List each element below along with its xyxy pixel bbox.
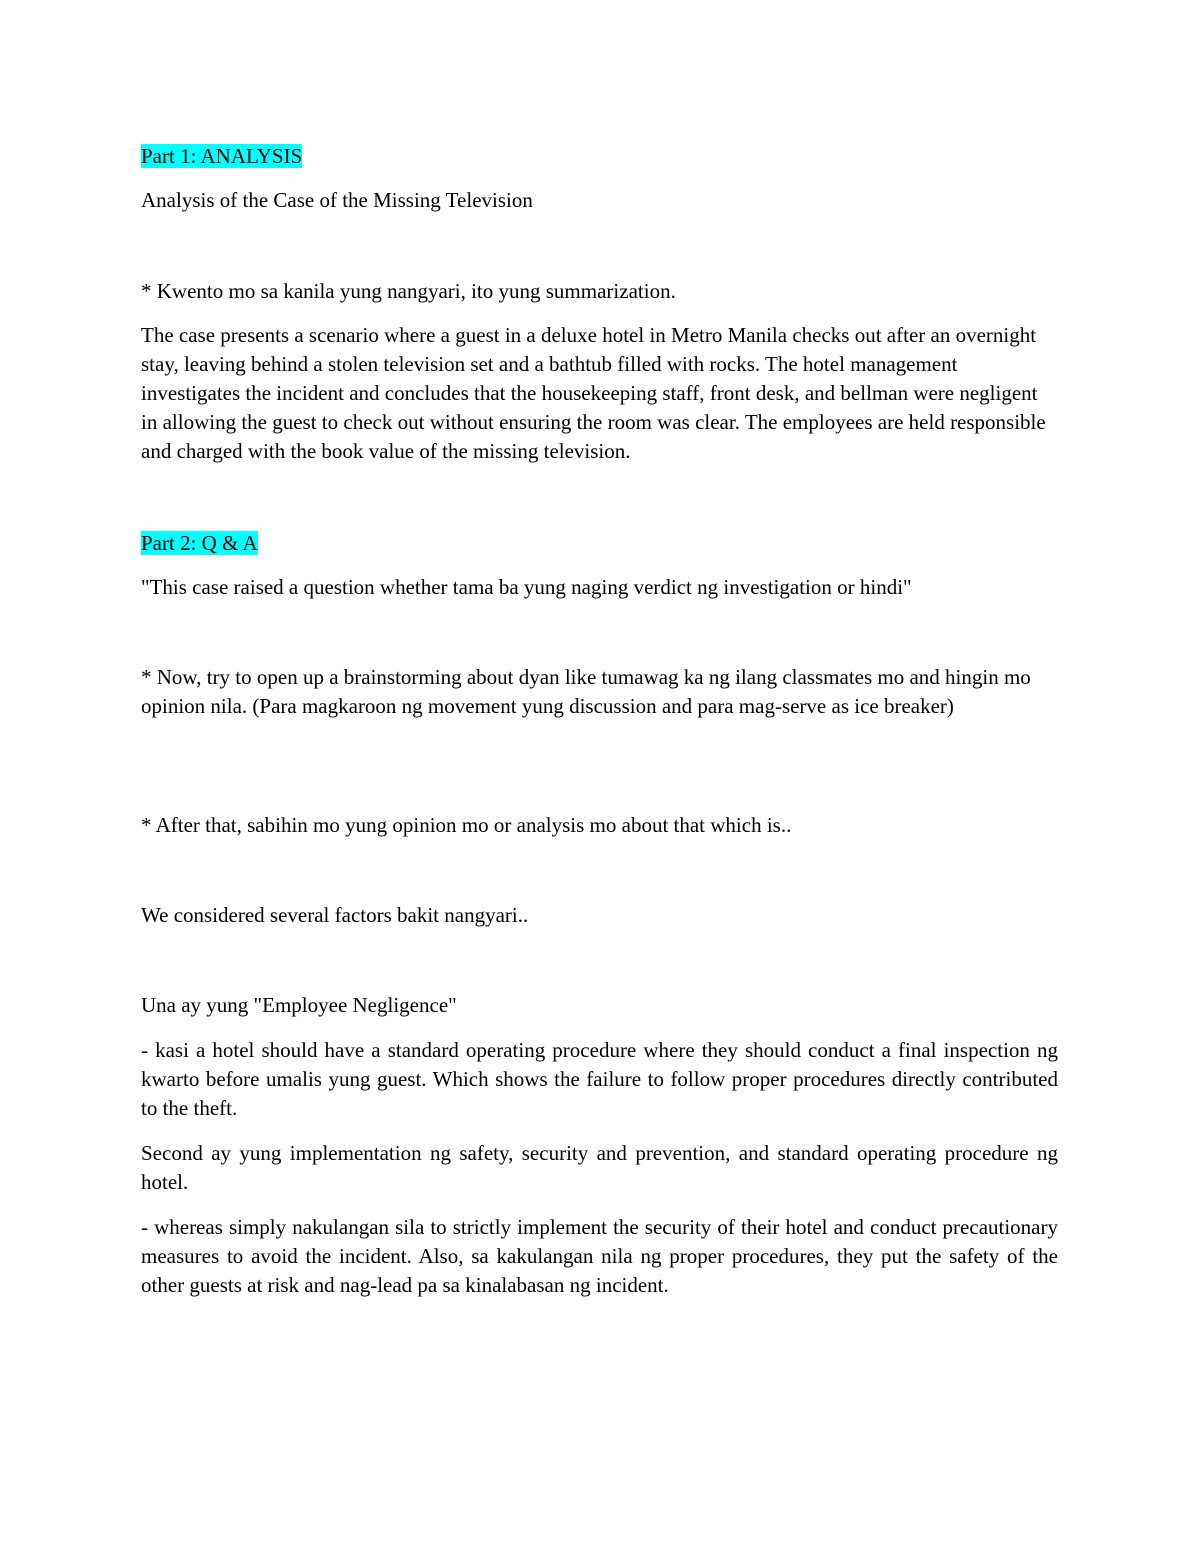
part2-heading-highlight: Part 2: Q & A: [141, 531, 258, 555]
part1-heading: [141, 142, 302, 171]
factor1-detail: - kasi a hotel should have a standard operating procedure where they should conduct a final inspection ng kwarto before umalis yung guest. Which shows the failure to follow proper procedures directly contributed to the theft.: [141, 1038, 1058, 1120]
part2-note-opinion: * After that, sabihin mo yung opinion mo or analysis mo about that which is..: [141, 813, 792, 837]
part1-summary: The case presents a scenario where a guest in a deluxe hotel in Metro Manila checks out after an overnight stay, leaving behind a stolen television set and a bathtub filled with rocks. The hotel management investigates the incident and concludes that the housekeeping staff, front desk, and bellman were negligent in allowing the guest to check out without ensuring the room was clear. The employees are held responsible and charged with the book value of the missing television.: [141, 323, 1046, 463]
factor2-detail: - whereas simply nakulangan sila to strictly implement the security of their hotel and conduct precautionary measures to avoid the incident. Also, sa kakulangan nila ng proper procedures, they put the safety of the other guests at risk and nag-lead pa sa kinalabasan ng incident.: [141, 1215, 1058, 1297]
part1-heading-highlight: Part 1: ANALYSIS: [141, 144, 303, 168]
factor1-title: Una ay yung "Employee Negligence": [141, 993, 457, 1017]
part1-note: * Kwento mo sa kanila yung nangyari, ito yung summarization.: [141, 279, 676, 303]
factors-intro: We considered several factors bakit nangyari..: [141, 903, 529, 927]
part2-heading: [141, 529, 258, 558]
part2-question: "This case raised a question whether tama ba yung naging verdict ng investigation or hindi": [141, 575, 912, 599]
factor2-title: Second ay yung implementation ng safety, security and prevention, and standard operating procedure ng hotel.: [141, 1141, 1058, 1194]
part2-note-brainstorm: * Now, try to open up a brainstorming about dyan like tumawag ka ng ilang classmates mo and hingin mo opinion nila. (Para magkaroon ng movement yung discussion and para mag-serve as ice breaker): [141, 665, 1031, 718]
part1-title: Analysis of the Case of the Missing Television: [141, 188, 533, 212]
